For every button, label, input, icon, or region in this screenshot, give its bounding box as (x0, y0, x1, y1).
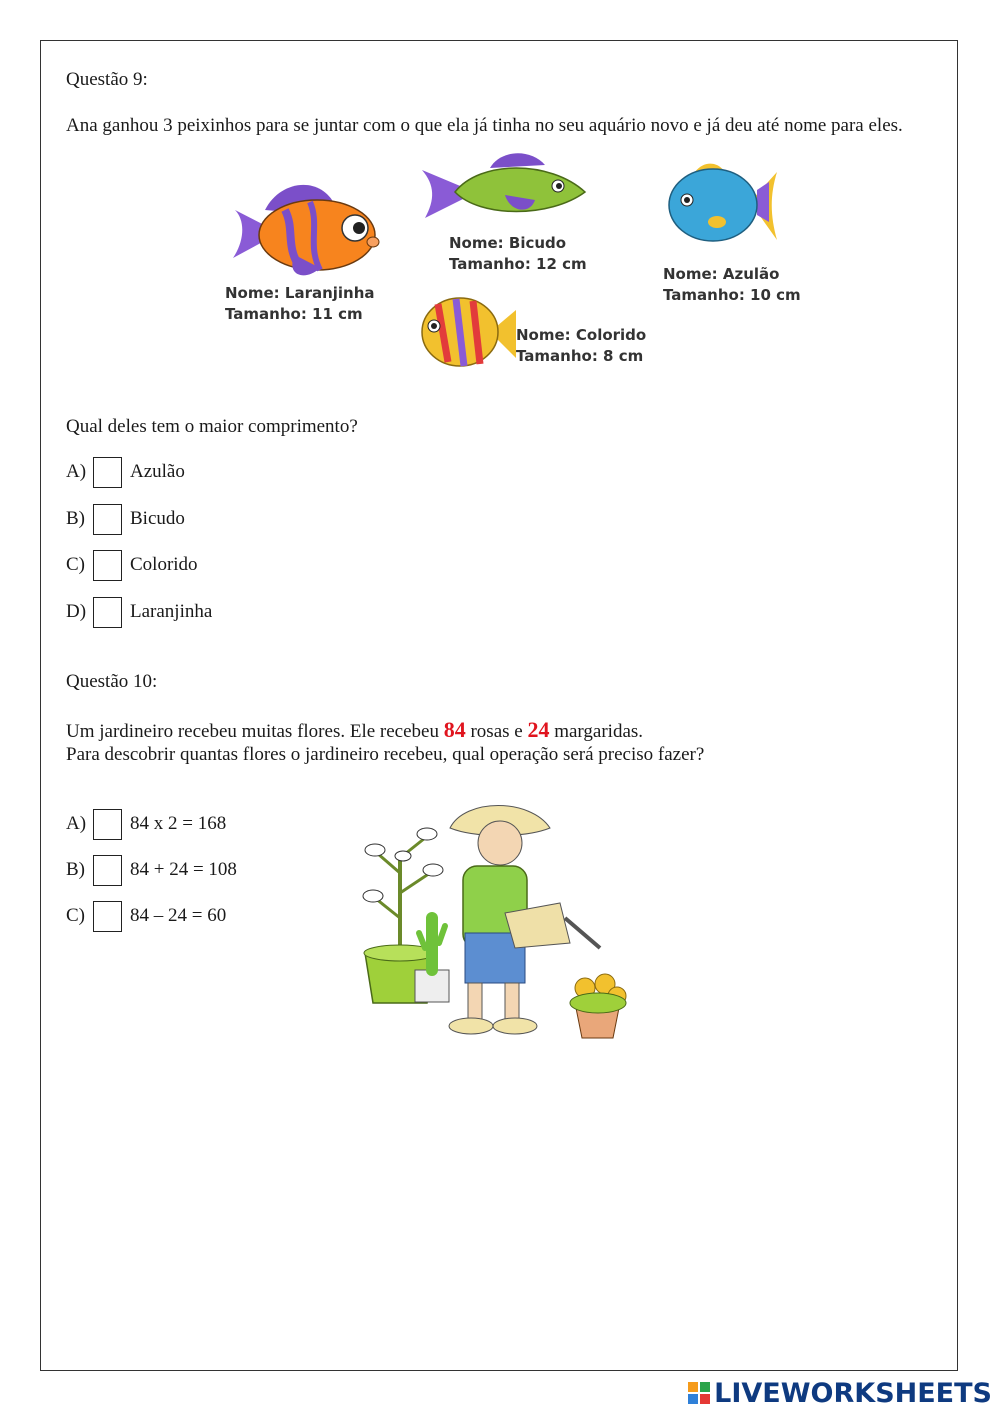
roses-count: 84 (443, 717, 466, 742)
option-letter: C) (66, 905, 85, 926)
q10-line1-part-a: Um jardineiro recebeu muitas flores. Ele recebeu (66, 721, 439, 742)
option-text: Laranjinha (130, 601, 213, 622)
daisies-count: 24 (527, 717, 550, 742)
option-letter: A) (66, 461, 87, 482)
liveworksheets-icon (688, 1382, 710, 1404)
q9-option-b-checkbox[interactable] (93, 504, 122, 535)
q10-option-a-checkbox[interactable] (93, 809, 122, 840)
q9-option-c (66, 548, 198, 582)
option-text: Azulão (130, 461, 185, 482)
fish-colorido-size: Tamanho: 8 cm (516, 347, 644, 365)
q9-option-d (66, 595, 212, 629)
q10-option-b (66, 853, 237, 887)
option-letter: C) (66, 554, 85, 575)
fish-azulao-label (663, 264, 801, 306)
q9-title: Questão 9: (66, 69, 148, 90)
option-letter: B) (66, 508, 85, 529)
fish-colorido-label (516, 325, 646, 367)
option-letter: B) (66, 859, 85, 880)
option-text: 84 x 2 = 168 (130, 813, 227, 834)
fish-azulao-size: Tamanho: 10 cm (663, 286, 801, 304)
q10-title: Questão 10: (66, 671, 158, 692)
option-text: Colorido (130, 554, 198, 575)
option-text: 84 – 24 = 60 (130, 905, 227, 926)
fish-azulao-image (665, 160, 780, 250)
fish-azulao-name: Nome: Azulão (663, 265, 780, 283)
q10-option-b-checkbox[interactable] (93, 855, 122, 886)
fish-bicudo-size: Tamanho: 12 cm (449, 255, 587, 273)
liveworksheets-logo (688, 1377, 992, 1409)
fish-bicudo-name: Nome: Bicudo (449, 234, 567, 252)
q10-line1-part-c: margaridas. (554, 721, 644, 742)
gardener-image (355, 798, 640, 1058)
fish-colorido-image (418, 290, 518, 375)
option-letter: D) (66, 601, 87, 622)
q10-option-a (66, 807, 226, 841)
q9-intro: Ana ganhou 3 peixinhos para se juntar com o que ela já tinha no seu aquário novo e já deu até nome para eles. (66, 115, 903, 136)
q10-option-c-checkbox[interactable] (93, 901, 122, 932)
liveworksheets-text: LIVEWORKSHEETS (714, 1377, 992, 1409)
option-text: Bicudo (130, 508, 185, 529)
fish-colorido-name: Nome: Colorido (516, 326, 647, 344)
fish-laranjinha-image (225, 180, 385, 285)
q9-option-b (66, 502, 185, 536)
q10-line1 (66, 718, 643, 744)
fish-laranjinha-label (225, 283, 375, 325)
q9-question: Qual deles tem o maior comprimento? (66, 416, 358, 437)
q9-option-a (66, 455, 185, 489)
q9-option-a-checkbox[interactable] (93, 457, 122, 488)
q9-option-c-checkbox[interactable] (93, 550, 122, 581)
fish-laranjinha-name: Nome: Laranjinha (225, 284, 375, 302)
q10-option-c (66, 899, 226, 933)
fish-bicudo-label (449, 233, 587, 275)
q10-line2: Para descobrir quantas flores o jardineiro recebeu, qual operação será preciso fazer? (66, 744, 705, 765)
q10-line1-part-b: rosas e (470, 721, 523, 742)
option-text: 84 + 24 = 108 (130, 859, 237, 880)
option-letter: A) (66, 813, 87, 834)
fish-bicudo-image (420, 150, 590, 230)
q9-option-d-checkbox[interactable] (93, 597, 122, 628)
fish-laranjinha-size: Tamanho: 11 cm (225, 305, 363, 323)
